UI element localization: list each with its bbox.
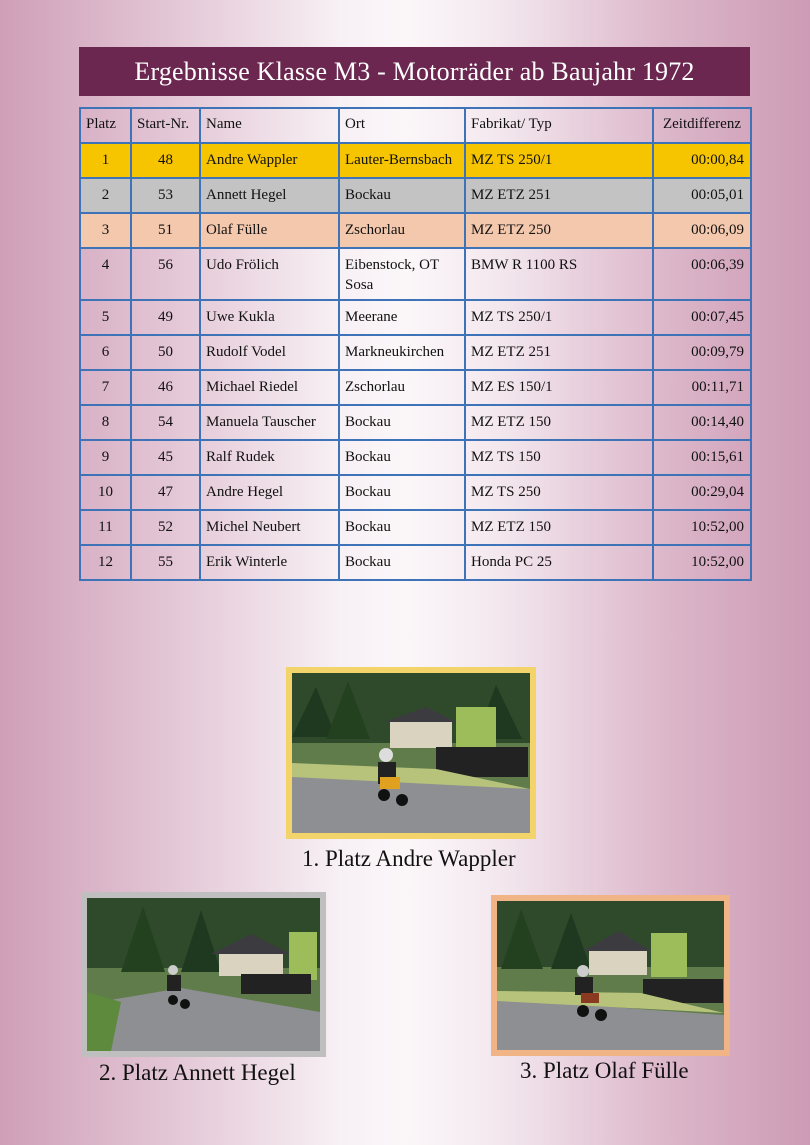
cell-fabrikat: MZ ES 150/1 — [465, 370, 653, 405]
caption-second-place: 2. Platz Annett Hegel — [99, 1060, 296, 1085]
cell-ort: Bockau — [339, 178, 465, 213]
cell-fabrikat: MZ TS 150 — [465, 440, 653, 475]
motorcycle-photo-second — [81, 892, 326, 1057]
caption-first-place: 1. Platz Andre Wappler — [302, 846, 516, 871]
cell-zeitdifferenz: 00:15,61 — [653, 440, 751, 475]
cell-ort: Markneukirchen — [339, 335, 465, 370]
table-row — [80, 335, 751, 370]
cell-platz: 8 — [80, 405, 131, 440]
header-start-nr: Start-Nr. — [131, 108, 200, 143]
cell-zeitdifferenz: 00:29,04 — [653, 475, 751, 510]
table-row — [80, 405, 751, 440]
cell-name: Ralf Rudek — [200, 440, 339, 475]
cell-start-nr: 48 — [131, 143, 200, 178]
cell-platz: 9 — [80, 440, 131, 475]
table-row — [80, 143, 751, 178]
cell-zeitdifferenz: 00:06,09 — [653, 213, 751, 248]
cell-name: Andre Wappler — [200, 143, 339, 178]
cell-name: Manuela Tauscher — [200, 405, 339, 440]
cell-fabrikat: MZ ETZ 251 — [465, 335, 653, 370]
cell-zeitdifferenz: 00:07,45 — [653, 300, 751, 335]
cell-zeitdifferenz: 10:52,00 — [653, 510, 751, 545]
header-platz: Platz — [80, 108, 131, 143]
page-title: Ergebnisse Klasse M3 - Motorräder ab Baujahr 1972 — [79, 47, 750, 96]
cell-zeitdifferenz: 00:00,84 — [653, 143, 751, 178]
cell-fabrikat: MZ TS 250 — [465, 475, 653, 510]
cell-fabrikat: MZ TS 250/1 — [465, 143, 653, 178]
header-name: Name — [200, 108, 339, 143]
table-row — [80, 248, 751, 300]
table-row — [80, 370, 751, 405]
cell-zeitdifferenz: 00:11,71 — [653, 370, 751, 405]
cell-zeitdifferenz: 00:05,01 — [653, 178, 751, 213]
cell-platz: 10 — [80, 475, 131, 510]
table-row — [80, 213, 751, 248]
cell-platz: 6 — [80, 335, 131, 370]
cell-platz: 4 — [80, 248, 131, 300]
cell-name: Michael Riedel — [200, 370, 339, 405]
table-row — [80, 510, 751, 545]
cell-name: Udo Frölich — [200, 248, 339, 300]
cell-start-nr: 53 — [131, 178, 200, 213]
cell-fabrikat: Honda PC 25 — [465, 545, 653, 580]
results-table — [79, 107, 752, 581]
cell-name: Uwe Kukla — [200, 300, 339, 335]
cell-ort: Bockau — [339, 405, 465, 440]
cell-platz: 1 — [80, 143, 131, 178]
header-fabrikat: Fabrikat/ Typ — [465, 108, 653, 143]
cell-fabrikat: MZ ETZ 251 — [465, 178, 653, 213]
cell-name: Michel Neubert — [200, 510, 339, 545]
cell-name: Andre Hegel — [200, 475, 339, 510]
cell-zeitdifferenz: 00:09,79 — [653, 335, 751, 370]
cell-platz: 7 — [80, 370, 131, 405]
cell-platz: 12 — [80, 545, 131, 580]
table-row — [80, 178, 751, 213]
cell-ort: Zschorlau — [339, 213, 465, 248]
cell-name: Annett Hegel — [200, 178, 339, 213]
cell-start-nr: 52 — [131, 510, 200, 545]
photo-first-place — [286, 667, 536, 839]
cell-start-nr: 55 — [131, 545, 200, 580]
cell-start-nr: 51 — [131, 213, 200, 248]
cell-ort: Meerane — [339, 300, 465, 335]
cell-start-nr: 56 — [131, 248, 200, 300]
cell-start-nr: 54 — [131, 405, 200, 440]
cell-start-nr: 50 — [131, 335, 200, 370]
cell-name: Olaf Fülle — [200, 213, 339, 248]
cell-platz: 3 — [80, 213, 131, 248]
table-row — [80, 475, 751, 510]
motorcycle-photo-third — [491, 895, 730, 1056]
cell-start-nr: 47 — [131, 475, 200, 510]
cell-fabrikat: MZ ETZ 250 — [465, 213, 653, 248]
cell-platz: 11 — [80, 510, 131, 545]
cell-ort: Lauter-Bernsbach — [339, 143, 465, 178]
cell-start-nr: 45 — [131, 440, 200, 475]
cell-fabrikat: MZ TS 250/1 — [465, 300, 653, 335]
cell-fabrikat: MZ ETZ 150 — [465, 405, 653, 440]
cell-fabrikat: MZ ETZ 150 — [465, 510, 653, 545]
motorcycle-photo-first — [286, 667, 536, 839]
table-row — [80, 440, 751, 475]
cell-start-nr: 46 — [131, 370, 200, 405]
cell-fabrikat: BMW R 1100 RS — [465, 248, 653, 300]
table-row — [80, 545, 751, 580]
cell-ort: Bockau — [339, 545, 465, 580]
cell-ort: Eibenstock, OT Sosa — [339, 248, 465, 300]
table-header-row — [80, 108, 751, 143]
cell-platz: 2 — [80, 178, 131, 213]
cell-zeitdifferenz: 10:52,00 — [653, 545, 751, 580]
cell-platz: 5 — [80, 300, 131, 335]
cell-name: Rudolf Vodel — [200, 335, 339, 370]
cell-zeitdifferenz: 00:06,39 — [653, 248, 751, 300]
cell-name: Erik Winterle — [200, 545, 339, 580]
cell-ort: Bockau — [339, 510, 465, 545]
cell-zeitdifferenz: 00:14,40 — [653, 405, 751, 440]
caption-third-place: 3. Platz Olaf Fülle — [520, 1058, 689, 1083]
photo-third-place — [491, 895, 730, 1056]
cell-ort: Bockau — [339, 440, 465, 475]
cell-start-nr: 49 — [131, 300, 200, 335]
cell-ort: Zschorlau — [339, 370, 465, 405]
table-row — [80, 300, 751, 335]
header-ort: Ort — [339, 108, 465, 143]
header-zeitdifferenz: Zeitdifferenz — [653, 108, 751, 143]
cell-ort: Bockau — [339, 475, 465, 510]
photo-second-place — [81, 892, 326, 1057]
